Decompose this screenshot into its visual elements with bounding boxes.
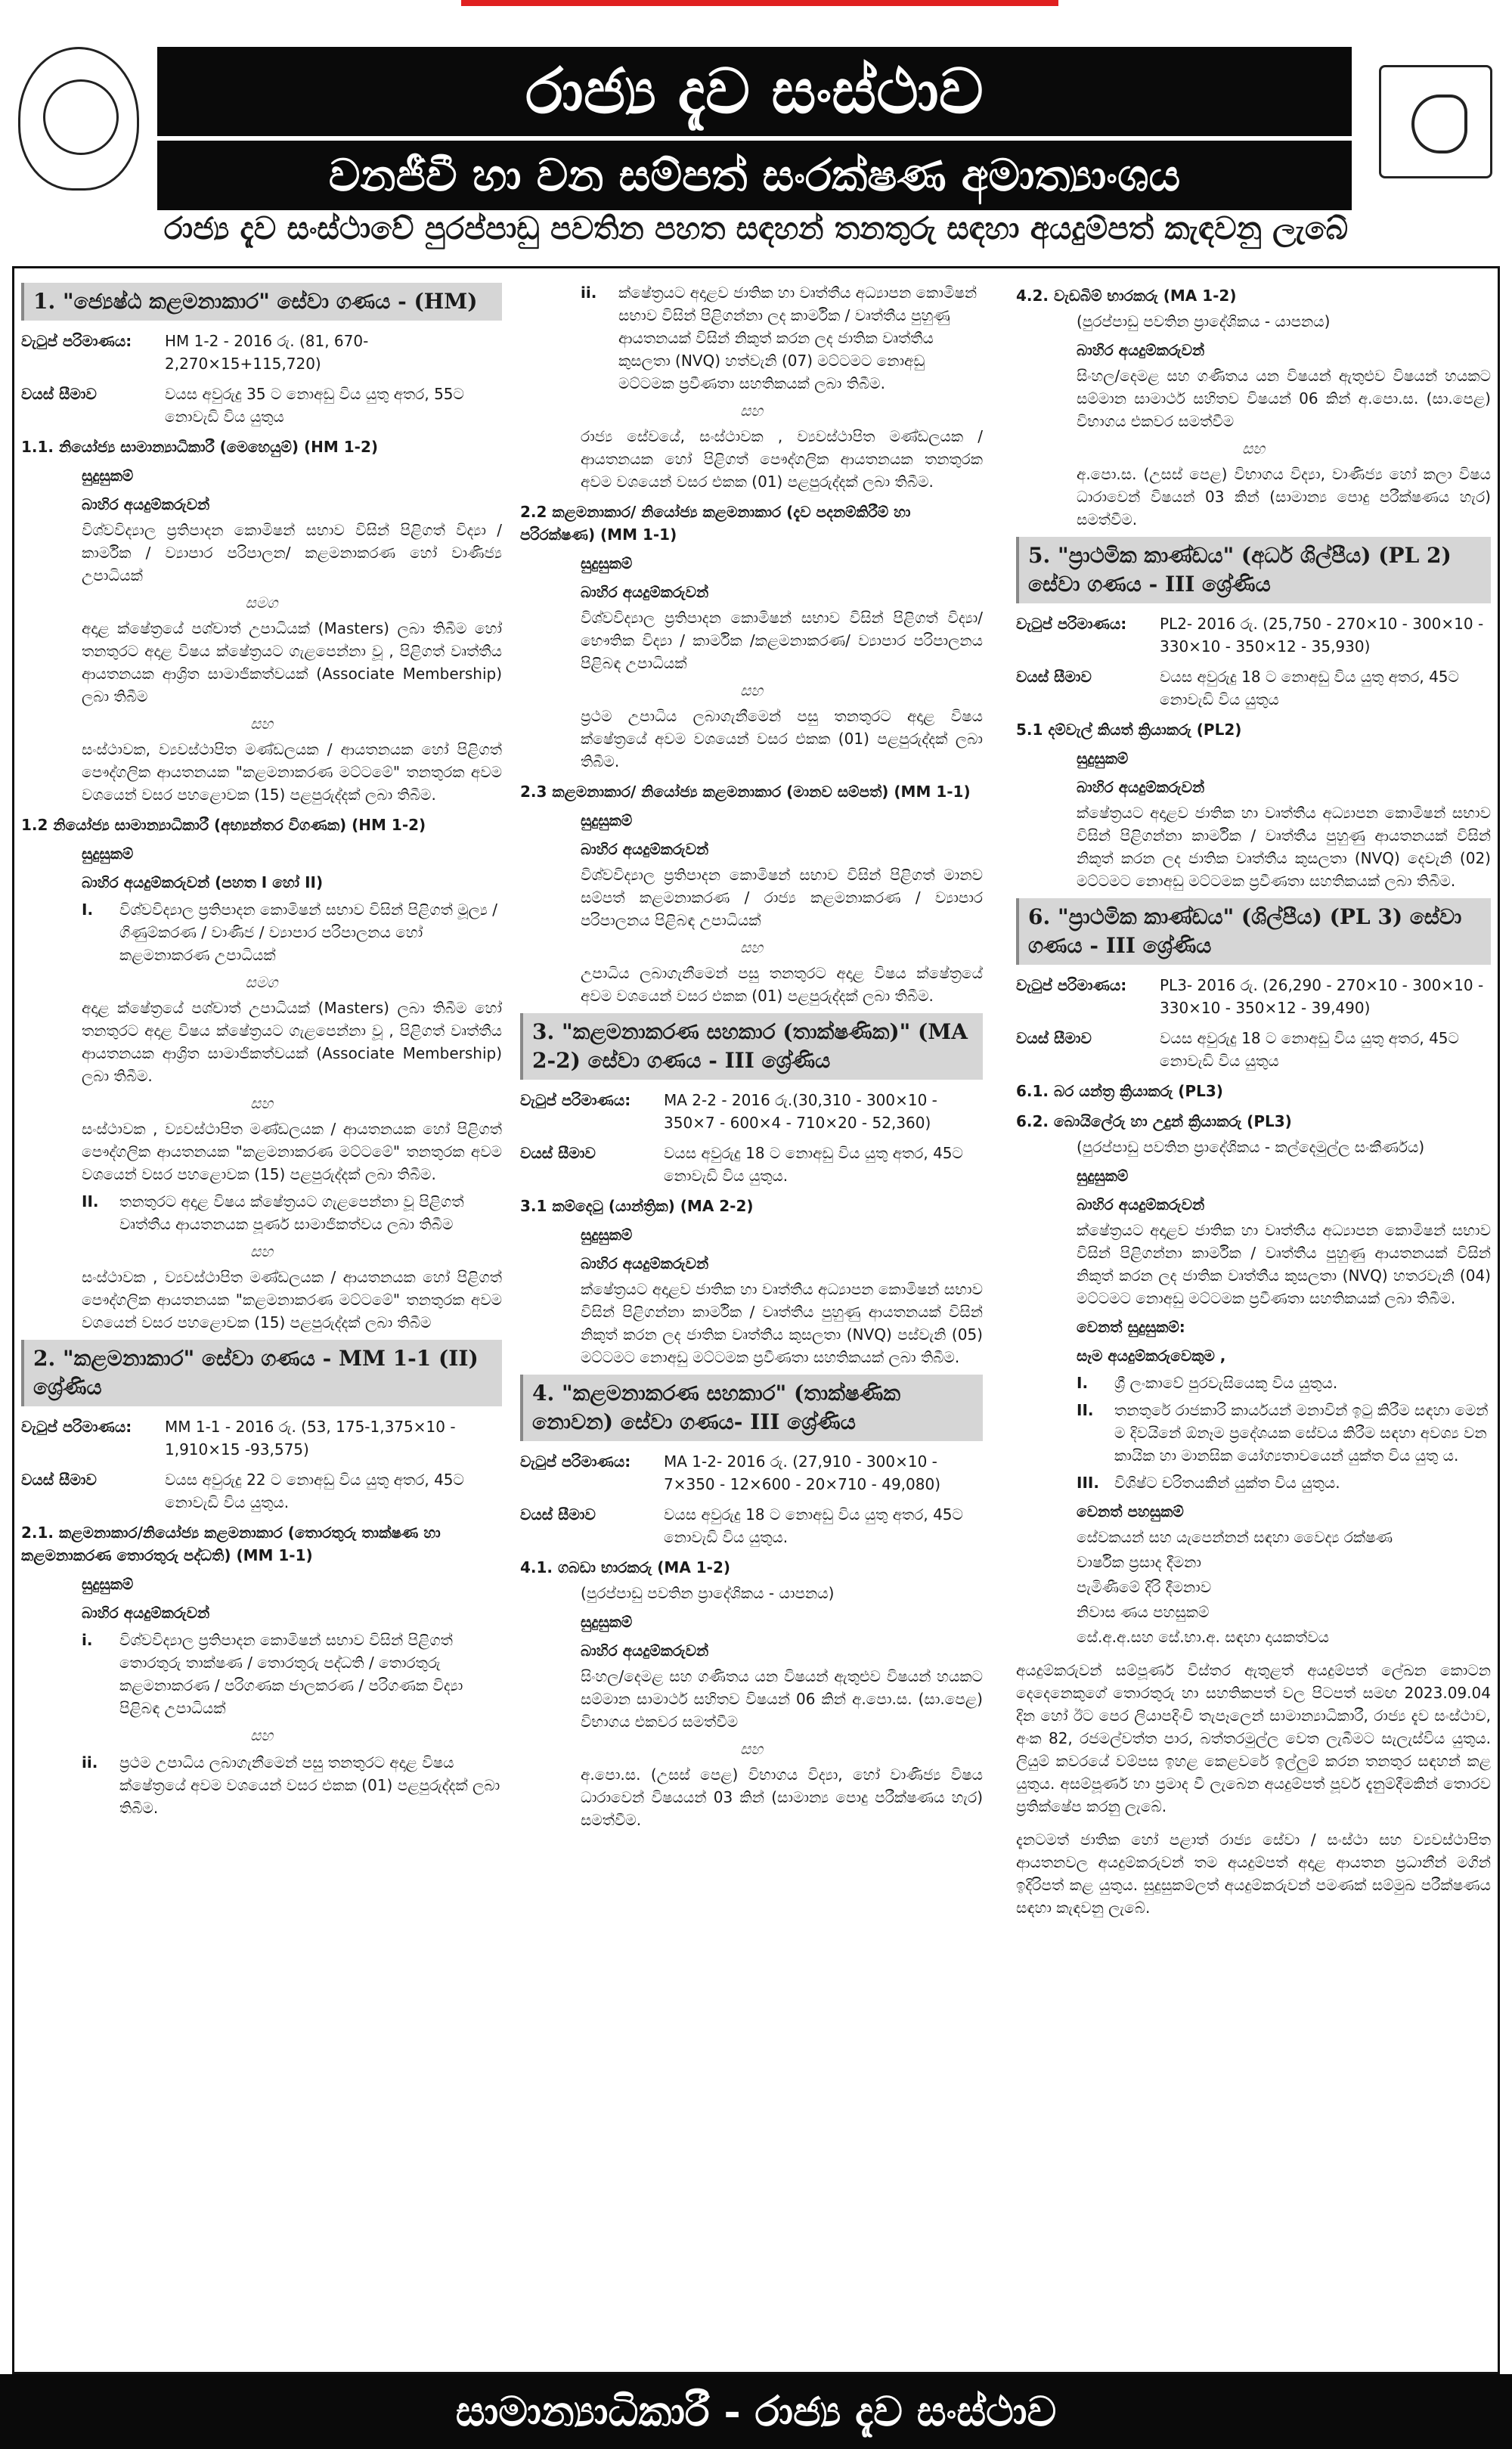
- post-heading: 2.2 කළමනාකාර/ නියෝජ්‍ය කළමනාකාර (දැව පදනම්කිරීම් හා පරිරක්ෂණ) (MM 1-1): [520, 503, 911, 544]
- separator-and: සහ: [249, 1242, 274, 1260]
- roman-item-text: ක්ෂේත්‍රයට අදාළව ජාතික හා වෘත්තීය අධ්‍යාපන කොමිෂන් සභාව විසින් පිළිගන්නා ලද කාර්මික / වෘත්තීය පුහුණු ආයතනයක් විසින් නිකුත් කරන ලද ජාතික වෘත්තීය කුසලතා (NVQ) හත්වැනි (07) මට්ටමට නොඅඩු මට්ටමක ප්‍රවීණතා සහතිකයක් ලබා තිබීම.: [618, 284, 978, 392]
- roman-numeral: II.: [1077, 1401, 1094, 1419]
- separator-with: සමග: [245, 973, 278, 991]
- roman-item: [581, 281, 983, 395]
- qualifications-label: සුදුසුකම්: [82, 1575, 134, 1593]
- footer-signature: සාමාන්‍යාධිකාරී - රාජ්‍ය දැව සංස්ථාව: [0, 2374, 1512, 2449]
- post-heading: 2.1. කළමනාකාර/නියෝජ්‍ය කළමනාකාර (තොරතුරු තාක්ෂණ හා කළමනාකරණ තොරතුරු පද්ධති) (MM 1-1): [21, 1524, 441, 1564]
- other-qualifications-label: වෙනත් සුදුසුකම්:: [1077, 1318, 1185, 1336]
- age-label: වයස් සීමාව: [1016, 1029, 1092, 1047]
- post-heading: 1.2 නියෝජ්‍ය සාමාන්‍යාධිකාරී (අභ්‍යන්තර විගණක) (HM 1-2): [21, 816, 426, 834]
- post-heading: 4.2. වැඩබිම් භාරකරු (MA 1-2): [1016, 287, 1237, 305]
- requirement-text: ක්ෂේත්‍රයට අදාළව ජාතික හා වෘත්තීය අධ්‍යාපන කොමිෂන් සභාව විසින් පිළිගන්නා කාර්මික / වෘත්තීය පුහුණු ආයතනයක් විසින් නිකුත් කරන ලද ජාතික වෘත්තීය කුසලතා (NVQ) දෙවැනි (02) මට්ටමට නොඅඩු මට්ටමක ප්‍රවීණතා සහතිකයක් ලබා තිබීම.: [1077, 804, 1491, 890]
- roman-numeral: I.: [82, 901, 94, 919]
- requirement-text: ක්ෂේත්‍රයට අදාළව ජාතික හා වෘත්තීය අධ්‍යාපන කොමිෂන් සභාව විසින් පිළිගන්නා කාර්මික / වෘත්තීය පුහුණු ආයතනයක් විසින් නිකුත් කරන ලද ජාතික වෘත්තීය කුසලතා (NVQ) හතරවැනි (04) මට්ටමට නොඅඩු මට්ටමක ප්‍රවීණතා සහතිකයක් ලබා තිබීම.: [1077, 1221, 1491, 1307]
- roman-item-text: ශ්‍රී ලංකාවේ පුරවැසියෙකු විය යුතුය.: [1114, 1374, 1338, 1392]
- requirement-text: උපාධිය ලබාගැනීමෙන් පසු තනතුරට අදාළ විෂය ක්ෂේත්‍රයේ අවම වශයෙන් වසර එකක (01) පළපුරුද්දක් ලබා තිබීම.: [581, 964, 983, 1005]
- page-title: රාජ්‍ය දැව සංස්ථාව: [157, 47, 1352, 136]
- salary-label: වැටුප් පරිමාණය:: [21, 1418, 132, 1436]
- external-applicants-label: බාහිර අයදුම්කරුවන්: [1077, 778, 1205, 796]
- benefit-item: සේ.අ.අ.සහ සේ.භා.අ. සඳහා දායකත්වය: [1077, 1628, 1330, 1646]
- external-applicants-label: බාහිර අයදුම්කරුවන්: [581, 840, 709, 858]
- roman-item-text: විශිෂ්ට චරිතයකින් යුක්ත විය යුතුය.: [1114, 1474, 1340, 1492]
- all-applicants-label: සෑම අයදුම්කරුවෙකුම ,: [1077, 1347, 1226, 1365]
- roman-item-text: ප්‍රථම උපාධිය ලබාගැනීමෙන් පසු තනතුරට අදාළ විෂය ක්ෂේත්‍රයේ අවම වශයෙන් වසර එකක (01) පළපුරුද්දක් ලබා තිබීම.: [119, 1753, 500, 1817]
- separator-and: සහ: [1241, 439, 1266, 457]
- roman-item: [1077, 1372, 1491, 1394]
- salary-value: MA 2-2 - 2016 රු.(30,310 - 300×10 - 350×7 - 600×4 - 710×20 - 52,360): [664, 1091, 937, 1132]
- separator-and: සහ: [739, 1740, 764, 1758]
- roman-numeral: III.: [1077, 1474, 1099, 1492]
- separator-and: සහ: [739, 681, 764, 699]
- section-heading-1: 1. "ජ්‍යෙෂ්ඨ කළමනාකාර" සේවා ගණය - (HM): [21, 283, 502, 321]
- salary-label: වැටුප් පරිමාණය:: [520, 1452, 631, 1471]
- separator-and: සහ: [739, 938, 764, 956]
- age-row: [21, 383, 502, 428]
- roman-item: [1077, 1471, 1491, 1494]
- salary-row: [21, 330, 502, 375]
- national-emblem-icon: [18, 47, 139, 191]
- requirement-text: අදාළ ක්ෂේත්‍රයේ පශ්චාත් උපාධියක් (Masters) ලබා තිබීම හෝ තනතුරට අදාළ විෂය ක්ෂේත්‍රයට ගැළපෙන්නා වූ , පිළිගත් වෘත්තීය ආයතනයක ආශ්‍රිත සාමාජිකත්වයක් (Associate Membership) ලබා තිබීම: [82, 619, 502, 705]
- page-subtitle: රාජ්‍ය දැව සංස්ථාවේ පුරප්පාඩු පවතින පහත සඳහන් තනතුරු සඳහා අයදුම්පත් කැඳවනු ලැබේ: [163, 210, 1349, 246]
- age-label: වයස් සීමාව: [520, 1505, 596, 1524]
- roman-item: [82, 1629, 502, 1719]
- roman-numeral: ii.: [581, 284, 597, 302]
- post-heading: 5.1 දම්වැල් කියත් ක්‍රියාකරු (PL2): [1016, 721, 1242, 739]
- qualifications-label: සුදුසුකම්: [82, 845, 134, 863]
- salary-row: [520, 1450, 983, 1496]
- separator-with: සමග: [245, 594, 278, 612]
- requirement-text: ක්ෂේත්‍රයට අදාළව ජාතික හා වෘත්තීය අධ්‍යාපන කොමිෂන් සභාව විසින් පිළිගන්නා කාර්මික / වෘත්තීය පුහුණු ආයතනයක් විසින් නිකුත් කරන ලද ජාතික වෘත්තීය කුසලතා (NVQ) පස්වැනි (05) මට්ටමට නොඅඩු මට්ටමක ප්‍රවීණතා සහතිකයක් ලබා තිබීම.: [581, 1280, 983, 1366]
- salary-row: [21, 1415, 502, 1461]
- section-heading-3: 3. "කළමනාකරණ සහකාර (තාක්ෂණික)" (MA 2-2) සේවා ගණය - III ශ්‍රේණිය: [520, 1013, 983, 1080]
- requirement-text: සංස්ථාවක, ව්‍යවස්ථාපිත මණ්ඩලයක / ආයතනයක හෝ පිළිගත් පෞද්ගලික ආයතනයක "කළමනාකරණ මට්ටමේ" තනතුරක අවම වශයෙන් වසර පහළොවක (15) පළපුරුද්දක් ලබා තිබීම.: [82, 740, 502, 804]
- salary-value: MM 1-1 - 2016 රු. (53, 175-1,375×10 - 1,910×15 -93,575): [165, 1418, 456, 1459]
- age-value: වයස අවුරුදු 18 ට නොඅඩු විය යුතු අතර, 45ට නොවැඩි විය යුතුය: [1160, 1029, 1459, 1070]
- section-heading-5: 5. "ප්‍රාථමික කාණ්ඩය" (අර්ධ ශිල්පීය) (PL 2) සේවා ගණය - III ශ්‍රේණිය: [1016, 537, 1491, 603]
- benefits-label: වෙනත් පහසුකම්: [1077, 1502, 1184, 1521]
- salary-label: වැටුප් පරිමාණය:: [520, 1091, 631, 1109]
- roman-item: [82, 1190, 502, 1235]
- qualifications-label: සුදුසුකම්: [1077, 1167, 1129, 1185]
- requirement-text: විශ්වවිද්‍යාල ප්‍රතිපාදන කොමිෂන් සභාව විසින් පිළිගත් විද්‍යා/භෞතික විද්‍යා / කාර්මික /කළමනාකරණ/ ව්‍යාපාර පරිපාලනය පිළිබඳ උපාධියක්: [581, 609, 983, 672]
- benefit-item: සේවකයන් සහ යැපෙන්නන් සඳහා වෛද්‍ය රක්ෂණ: [1077, 1528, 1393, 1546]
- requirement-text: සංස්ථාවක , ව්‍යවස්ථාපිත මණ්ඩලයක / ආයතනයක හෝ පිළිගත් පෞද්ගලික ආයතනයක "කළමනාකරණ මට්ටමේ" තනතුරක අවම වශයෙන් වසර පහළොවක (15) පළපුරුද්දක් ලබා තිබීම.: [82, 1120, 502, 1183]
- separator-and: සහ: [249, 715, 274, 733]
- page-header: [0, 21, 1512, 201]
- requirement-text: රාජ්‍ය සේවයේ, සංස්ථාවක , ව්‍යවස්ථාපිත මණ්ඩලයක / ආයතනයක හෝ පිළිගත් පෞද්ගලික ආයතනයක තනතුරක අවම වශයෙන් වසර එකක (01) පළපුරුද්දක් ලබා තිබීම.: [581, 427, 983, 491]
- salary-value: PL3- 2016 රු. (26,290 - 270×10 - 300×10 - 330×10 - 350×12 - 39,490): [1160, 976, 1484, 1017]
- roman-item-text: විශ්වවිද්‍යාල ප්‍රතිපාදන කොමිෂන් සභාව විසින් පිළිගත් මූල්‍ය / ගිණුම්කරණ / වාණිජ / ව්‍යාපාර පරිපාලනය හෝ කළමනාකරණ උපාධියක්: [119, 901, 497, 964]
- salary-row: [1016, 974, 1491, 1019]
- requirement-text: අ.පො.ස. (උසස් පෙළ) විභාගය විද්‍යා, වාණිජ්‍ය හෝ කලා විෂය ධාරාවෙන් විෂයන් 03 කින් (සාමාන්‍ය පොදු පරීක්ෂණය හැර) සමත්වීම.: [1077, 465, 1491, 529]
- roman-item-text: විශ්වවිද්‍යාල ප්‍රතිපාදන කොමිෂන් සභාව විසින් පිළිගත් තොරතුරු තාක්ෂණ / තොරතුරු පද්ධති / තොරතුරු කළමනාකරණ / පරිගණක ජාලකරණ / පරිගණක විද්‍යා පිළිබඳ උපාධියක්: [119, 1631, 463, 1717]
- qualifications-label: සුදුසුකම්: [581, 1226, 633, 1244]
- corporation-logo-icon: [1379, 65, 1492, 178]
- roman-numeral: ii.: [82, 1753, 98, 1772]
- qualifications-label: සුදුසුකම්: [581, 554, 633, 572]
- section-heading-2: 2. "කළමනාකාර" සේවා ගණය - MM 1-1 (II) ශ්‍රේණිය: [21, 1340, 502, 1406]
- age-label: වයස් සීමාව: [21, 385, 97, 403]
- separator-and: සහ: [249, 1094, 274, 1112]
- region-note: (පුරප්පාඩු පවතින ප්‍රාදේශිකය - කල්දෙමුල්ල සංකීර්ණය): [1077, 1138, 1425, 1156]
- post-heading: 6.1. බර යන්ත්‍ර ක්‍රියාකරු (PL3): [1016, 1082, 1223, 1100]
- application-instructions: අයදුම්කරුවන් සම්පූර්ණ විස්තර ඇතුළත් අයදුම්පත් ලේඛන කොටන දෙදෙනෙකුගේ තොරතුරු හා සහතිකපත් වල පිටපත් සමඟ 2023.09.04 දින හෝ ඊට පෙර ලියාපදිංචි තැපෑලෙන් සාමාන්‍යාධිකාරී, රාජ්‍ය දැව සංස්ථාව, අංක 82, රජමල්වත්ත පාර, බත්තරමුල්ල වෙත ලැබීමට සැලැස්විය යුතුය. ලියුම් කවරයේ වම්පස ඉහළ කෙළවරේ ඉල්ලුම් කරන තනතුර සඳහන් කළ යුතුය. අසම්පූර්ණ හා ප්‍රමාද වී ලැබෙන අයදුම්පත් පූර්ව දැනුම්දීමකින් තොරව ප්‍රතික්ෂේප කරනු ලැබේ.: [1016, 1661, 1491, 1815]
- external-applicants-label: බාහිර අයදුම්කරුවන්: [581, 1254, 709, 1273]
- roman-numeral: II.: [82, 1192, 99, 1211]
- roman-item: [82, 1751, 502, 1819]
- roman-item: [82, 898, 502, 966]
- column-2: [520, 277, 983, 2367]
- qualifications-label: සුදුසුකම්: [581, 811, 633, 829]
- external-applicants-label: බාහිර අයදුම්කරුවන්: [581, 583, 709, 601]
- roman-item: [1077, 1399, 1491, 1467]
- age-label: වයස් සීමාව: [1016, 668, 1092, 686]
- salary-value: HM 1-2 - 2016 රු. (81, 670-2,270×15+115,720): [165, 332, 369, 373]
- qualifications-label: සුදුසුකම්: [1077, 749, 1129, 767]
- section-heading-4: 4. "කළමනාකරණ සහකාර" (තාක්ෂණික නොවන) සේවා ගණය- III ශ්‍රේණිය: [520, 1375, 983, 1441]
- age-value: වයස අවුරුදු 22 ට නොඅඩු විය යුතු අතර, 45ට නොවැඩි විය යුතුය.: [165, 1471, 464, 1511]
- existing-employee-note: දැනටමත් ජාතික හෝ පළාත් රාජ්‍ය සේවා / සංස්ථා සහ ව්‍යවස්ථාපිත ආයතනවල අයදුම්කරුවන් තම අයදුම්පත් අදාළ ආයතන ප්‍රධානීන් මගින් ඉදිරිපත් කළ යුතුය. සුදුසුකම්ලත් අයදුම්කරුවන් පමණක් සම්මුඛ පරීක්ෂණය සඳහා කැඳවනු ලැබේ.: [1016, 1831, 1491, 1917]
- benefit-item: පැමිණීමේ දිරි දීමනාව: [1077, 1578, 1212, 1596]
- region-note: (පුරප්පාඩු පවතින ප්‍රාදේශිකය - යාපනය): [581, 1584, 835, 1602]
- age-row: [1016, 1027, 1491, 1072]
- age-value: වයස අවුරුදු 18 ට නොඅඩු විය යුතු අතර, 45ට නොවැඩි විය යුතුය.: [664, 1505, 963, 1546]
- salary-label: වැටුප් පරිමාණය:: [1016, 615, 1127, 633]
- post-heading: 1.1. නියෝජ්‍ය සාමාන්‍යාධිකාරී (මෙහෙයුම්) (HM 1-2): [21, 438, 378, 456]
- external-applicants-label: බාහිර අයදුම්කරුවන්: [581, 1641, 709, 1660]
- age-value: වයස අවුරුදු 35 ට නොඅඩු විය යුතු අතර, 55ට නොවැඩි විය යුතුය: [165, 385, 464, 426]
- ministry-title: වනජීවී හා වන සම්පත් සංරක්ෂණ අමාත්‍යාංශය: [157, 141, 1352, 210]
- requirement-text: අ.පො.ස. (උසස් පෙළ) විභාගය විද්‍යා, හෝ වාණිජ්‍ය විෂය ධාරාවෙන් විෂයයන් 03 කින් (සාමාන්‍ය පොදු පරීක්ෂණය හැර) සමත්වීම.: [581, 1765, 983, 1829]
- salary-row: [520, 1089, 983, 1134]
- requirement-text: සිංහල/දෙමළ සහ ගණිතය යන විෂයන් ඇතුළුව විෂයන් හයකට සම්මාන සාමාර්ථ සහිතව විෂයන් 06 කින් අ.පො.ස. (සා.පෙළ) විභාගය එකවර සමත්වීම: [1077, 367, 1491, 430]
- requirement-text: විශ්වවිද්‍යාල ප්‍රතිපාදන කොමිෂන් සභාව විසින් පිළිගත් මානව සම්පත් කළමනාකරණ / රාජ්‍ය කළමනාකරණ / ව්‍යාපාර පරිපාලනය පිළිබඳ උපාධියක්: [581, 866, 983, 929]
- column-1: [21, 277, 502, 2367]
- qualifications-label: සුදුසුකම්: [581, 1613, 633, 1631]
- benefit-item: නිවාස ණය පහසුකම්: [1077, 1603, 1210, 1621]
- salary-value: PL2- 2016 රු. (25,750 - 270×10 - 300×10 - 330×10 - 350×12 - 35,930): [1160, 615, 1484, 656]
- separator-and: සහ: [739, 401, 764, 420]
- age-value: වයස අවුරුදු 18 ට නොඅඩු විය යුතු අතර, 45ට නොවැඩි විය යුතුය: [1160, 668, 1459, 708]
- requirement-text: විශ්වවිද්‍යාල ප්‍රතිපාදන කොමිෂන් සභාව විසින් පිළිගත් විද්‍යා / කාර්මික / ව්‍යාපාර පරිපාලන/ කළමනාකරණ හෝ වාණිජ්‍ය උපාධියක්: [82, 521, 502, 584]
- external-applicants-label: බාහිර අයදුම්කරුවන්: [1077, 341, 1205, 359]
- age-label: වයස් සීමාව: [21, 1471, 97, 1489]
- age-label: වයස් සීමාව: [520, 1144, 596, 1162]
- separator-and: සහ: [249, 1726, 274, 1744]
- external-applicants-label: බාහිර අයදුම්කරුවන්: [82, 495, 210, 513]
- post-heading: 2.3 කළමනාකාර/ නියෝජ්‍ය කළමනාකාර (මානව සම්පත්) (MM 1-1): [520, 783, 971, 801]
- roman-numeral: I.: [1077, 1374, 1089, 1392]
- age-row: [520, 1142, 983, 1187]
- benefit-item: වාර්ෂික ප්‍රසාද දීමනා: [1077, 1553, 1201, 1571]
- age-row: [1016, 665, 1491, 711]
- requirement-text: සිංහල/දෙමළ සහ ගණිතය යන විෂයන් ඇතුළුව විෂයන් හයකට සම්මාන සාමාර්ථ සහිතව විෂයන් 06 කින් අ.පො.ස. (සා.පෙළ) විභාගය එකවර සමත්වීම: [581, 1667, 983, 1731]
- post-heading: 4.1. ගබඩා භාරකරු (MA 1-2): [520, 1558, 731, 1576]
- post-heading: 6.2. බොයිලේරු හා උදුන් ක්‍රියාකරු (PL3): [1016, 1112, 1292, 1130]
- external-applicants-label: බාහිර අයදුම්කරුවන් (පහත I හෝ II): [82, 873, 324, 891]
- external-applicants-label: බාහිර අයදුම්කරුවන්: [1077, 1195, 1205, 1214]
- roman-numeral: i.: [82, 1631, 93, 1649]
- external-applicants-label: බාහිර අයදුම්කරුවන්: [82, 1604, 210, 1622]
- requirement-text: අදාළ ක්ෂේත්‍රයේ පශ්චාත් උපාධියක් (Masters) ලබා තිබීම හෝ තනතුරට අදාළ විෂය ක්ෂේත්‍රයට ගැළපෙන්නා වූ , පිළිගත් වෘත්තීය ආයතනයක ආශ්‍රිත සාමාජිකත්වයක් (Associate Membership) ලබා තිබීම.: [82, 999, 502, 1085]
- salary-label: වැටුප් පරිමාණය:: [21, 332, 132, 350]
- roman-item-text: තනතුරේ රාජකාරි කාර්යයන් මනාවින් ඉටු කිරීම සඳහා මෙන් ම දිවයිනේ ඕනෑම ප්‍රදේශයක සේවය කිරීම සඳහා අවශ්‍ය වන කායික හා මානසික යෝග්‍යතාවයෙන් යුක්ත විය යුතු ය.: [1114, 1401, 1489, 1465]
- post-heading: 3.1 කම්දෙටු (යාන්ත්‍රික) (MA 2-2): [520, 1197, 754, 1215]
- qualifications-label: සුදුසුකම්: [82, 467, 134, 485]
- region-note: (පුරප්පාඩු පවතින ප්‍රාදේශිකය - යාපනය): [1077, 312, 1331, 330]
- salary-label: වැටුප් පරිමාණය:: [1016, 976, 1127, 994]
- top-red-strip: [461, 0, 1058, 6]
- age-row: [21, 1468, 502, 1514]
- requirement-text: සංස්ථාවක , ව්‍යවස්ථාපිත මණ්ඩලයක / ආයතනයක හෝ පිළිගත් පෞද්ගලික ආයතනයක "කළමනාකරණ මට්ටමේ" තනතුරක අවම වශයෙන් වසර පහළොවක (15) පළපුරුද්දක් ලබා තිබීම: [82, 1268, 502, 1331]
- age-value: වයස අවුරුදු 18 ට නොඅඩු විය යුතු අතර, 45ට නොවැඩි විය යුතුය.: [664, 1144, 963, 1185]
- roman-item-text: තනතුරට අදාළ විෂය ක්ෂේත්‍රයට ගැළපෙන්නා වූ පිළිගත් වෘත්තීය ආයතනයක පූර්ණ සාමාජිකත්වය ලබා තිබීම: [119, 1192, 464, 1233]
- salary-value: MA 1-2- 2016 රු. (27,910 - 300×10 - 7×350 - 12×600 - 20×710 - 49,080): [664, 1452, 940, 1493]
- column-3: [1016, 277, 1491, 2367]
- age-row: [520, 1503, 983, 1548]
- salary-row: [1016, 612, 1491, 658]
- requirement-text: ප්‍රථම උපාධිය ලබාගැනීමෙන් පසු තනතුරට අදාළ විෂය ක්ෂේත්‍රයේ අවම වශයෙන් වසර එකක (01) පළපුරුද්දක් ලබා තිබීම.: [581, 707, 983, 770]
- section-heading-6: 6. "ප්‍රාථමික කාණ්ඩය" (ශිල්පීය) (PL 3) සේවා ගණය - III ශ්‍රේණිය: [1016, 898, 1491, 965]
